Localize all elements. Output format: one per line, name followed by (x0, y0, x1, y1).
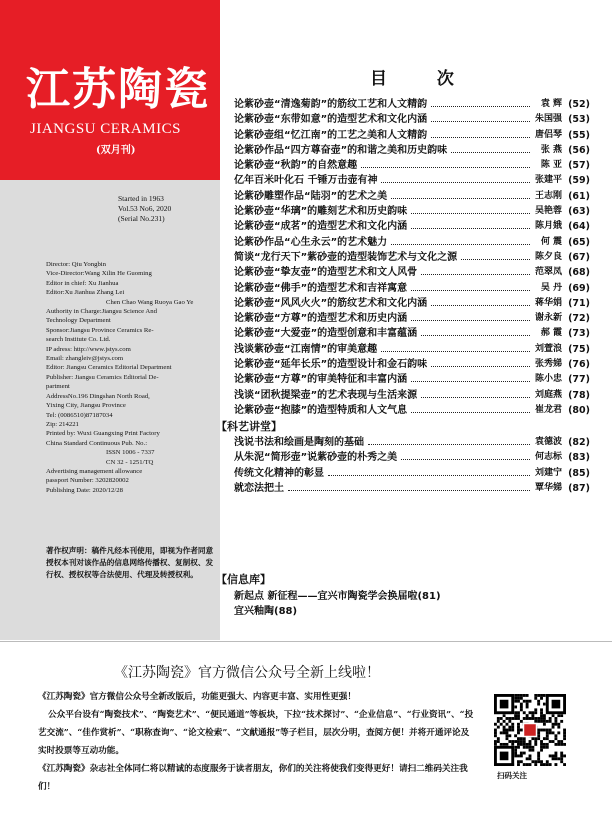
toc-leader-dots (391, 189, 530, 199)
toc-title: 目 次 (370, 69, 476, 89)
toc-entry-title: 论紫砂雕塑作品“陆羽”的艺术之美 (234, 190, 388, 202)
toc-entry (234, 403, 590, 418)
toc-entry-page: (87) (568, 482, 590, 494)
toc-entry-title: 论紫砂壶“佛手”的造型艺术和吉祥寓意 (234, 282, 408, 294)
toc-entry-page: (53) (568, 114, 590, 126)
toc-leader-dots (401, 450, 530, 460)
credit-line: Authority in Charge:Jiangsu Science And (46, 308, 157, 316)
toc-entry (234, 604, 590, 619)
masthead-title-cn: 江苏陶瓷 (26, 64, 210, 115)
credit-line: Publishing Date: 2020/12/28 (46, 486, 123, 494)
credit-line: passport Number: 3202820002 (46, 477, 129, 485)
toc-entry-page: (78) (568, 389, 590, 401)
toc-entry-author: 王志刚 (534, 190, 562, 201)
toc-entry-author: 崔龙君 (534, 404, 562, 415)
toc-entry-title: 论紫砂壶“延年长乐”的造型设计和金石韵味 (234, 359, 428, 371)
section-science-list (234, 435, 590, 496)
toc-leader-dots (391, 235, 530, 245)
toc-entry (234, 235, 590, 250)
toc-leader-dots (411, 311, 530, 321)
toc-leader-dots (368, 435, 530, 445)
toc-leader-dots (288, 481, 530, 491)
toc-entry-page: (57) (568, 160, 590, 172)
wechat-paragraph: 公众平台设有“陶瓷技术”、“陶瓷艺术”、“便民通道”等板块，下拉“技术探讨”、“企业信息”、“行业资讯”、“投艺交流”、“佳作赏析”、“职称查询”、“论文检索”、“文献通报”等子栏目，层次分明，查阅方便！并将开通评论及实时投票等互动功能。 (38, 710, 474, 756)
toc-entry-title: 新起点 新征程——宜兴市陶瓷学会换届啦(81) (234, 591, 441, 602)
wechat-paragraph: 《江苏陶瓷》杂志社全体同仁将以精诚的态度服务于读者朋友，你们的关注将使我们变得更好！请扫二维码关注我们！ (38, 764, 468, 792)
masthead-credits (46, 260, 218, 495)
toc-entry-page: (56) (568, 144, 590, 156)
credit-line: CN 32 - 1251/TQ (106, 458, 154, 466)
toc-entry-title: 简谈“龙行天下”紫砂壶的造型装饰艺术与文化之源 (234, 251, 458, 263)
toc-entry-title: 浅谈紫砂壶“江南情”的审美意趣 (234, 343, 378, 355)
credit-line: search Institute Co. Ltd. (46, 336, 111, 344)
credit-line: Advertising management allowance (46, 467, 143, 475)
toc-entry-title: 论紫砂壶“东带如意”的造型艺术和文化内涵 (234, 114, 428, 126)
credit-line: Email: zhangleiv@jstys.com (46, 355, 124, 363)
qr-code-icon[interactable] (494, 694, 566, 766)
toc-entry-title: 从朱泥“简形壶”说紫砂壶的朴秀之美 (234, 452, 398, 464)
credit-line: Editor:Xu Jianhua Zhang Lei (46, 289, 125, 297)
toc-leader-dots (361, 158, 530, 168)
toc-leader-dots (431, 357, 530, 367)
credit-line: Chen Chao Wang Ruoya Gao Ye (106, 298, 194, 306)
toc-entry-page: (63) (568, 206, 590, 218)
publication-info-panel (0, 180, 220, 640)
toc-entry (234, 450, 590, 465)
masthead (0, 0, 220, 180)
toc-entry-title: 论紫砂壶“成茗”的造型艺术和文化内涵 (234, 221, 408, 233)
toc-entry-author: 陈夕良 (534, 251, 562, 262)
toc-entry-author: 刘萱浪 (534, 343, 562, 354)
toc-entry-title: 论紫砂作品“心生永云”的艺术魅力 (234, 236, 388, 248)
toc-entry-title: 论紫砂壶“方尊”的审美特征和丰富内涵 (234, 374, 408, 386)
masthead-frequency: (双月刊) (96, 145, 136, 156)
toc-entry (234, 357, 590, 372)
toc-entry (234, 372, 590, 387)
credit-line: IP adress: http://www.jstys.com (46, 345, 131, 353)
section-science-heading: 【科艺讲堂】 (216, 420, 282, 433)
toc-entry-author: 陈小忠 (534, 374, 562, 385)
divider (0, 641, 612, 642)
started-line: Started in 1963 (118, 194, 164, 203)
credit-line: Publisher: Jiangsu Ceramics Editorial De- (46, 373, 159, 381)
toc-entry-author: 吴艳蓉 (534, 206, 562, 217)
toc-entry (234, 326, 590, 341)
toc-leader-dots (381, 342, 530, 352)
serial-line: (Serial No.231) (118, 214, 165, 223)
toc-leader-dots (421, 326, 530, 336)
section-info-list (234, 589, 590, 620)
toc-entry-author: 郝 霞 (540, 328, 562, 339)
toc-entry-title: 论紫砂壶“挚友壶”的造型艺术和文人风骨 (234, 267, 418, 279)
toc-entry (234, 265, 590, 280)
toc-entry-author: 刘庭燕 (534, 389, 562, 400)
toc-entry (234, 204, 590, 219)
toc-entry (234, 128, 590, 143)
toc-entry (234, 97, 590, 112)
toc-entry (234, 112, 590, 127)
toc-entry-page: (73) (568, 328, 590, 340)
toc-entry (234, 281, 590, 296)
toc-entry-title: 宜兴釉陶(88) (234, 606, 298, 618)
toc-entry-author: 刘建宁 (534, 467, 562, 478)
toc-leader-dots (411, 403, 530, 413)
toc-entry-title: 论紫砂壶组“忆江南”的工艺之美和人文精韵 (234, 129, 428, 141)
toc-entry-page: (85) (568, 467, 590, 479)
credit-line: China Standard Continuous Pub. No.: (46, 439, 148, 447)
toc-leader-dots (411, 372, 530, 382)
toc-entry-author: 朱国强 (534, 114, 562, 125)
toc-entry-author: 陈 亚 (540, 160, 562, 171)
toc-entry-page: (68) (568, 267, 590, 279)
toc-entry (234, 189, 590, 204)
credit-line: Editor: Jiangsu Ceramics Editorial Department (46, 364, 172, 372)
toc-entry-page: (71) (568, 297, 590, 309)
toc-leader-dots (431, 128, 530, 138)
credit-line: Director: Qiu Yongbin (46, 261, 106, 268)
publication-start (118, 194, 171, 224)
toc-entry-page: (77) (568, 374, 590, 386)
credit-line: ISSN 1006 - 7337 (106, 449, 155, 457)
toc-leader-dots (421, 388, 530, 398)
toc-leader-dots (421, 265, 530, 275)
toc-entry-page: (52) (568, 99, 590, 110)
toc-entry-page: (67) (568, 251, 590, 263)
toc-entry-author: 吴 丹 (540, 282, 562, 293)
toc-entry-title: 浅谈“团秋提梁壶”的艺术表现与生活来源 (234, 389, 418, 401)
credit-line: Sponsor:Jiangsu Province Ceramics Re- (46, 326, 154, 334)
credit-line: Editor in chief: Xu Jianhua (46, 279, 119, 287)
toc-entry-title: 就恋法把土 (234, 482, 284, 494)
toc-entry-page: (75) (568, 343, 590, 355)
toc-entry-title: 论紫砂壶“抱膝”的造型特质和人文气息 (234, 404, 408, 416)
toc-entry-title: 浅说书法和绘画是陶刻的基础 (234, 437, 364, 448)
credit-line: Yixing City, Jiangsu Province (46, 402, 126, 410)
toc-entry-title: 论紫砂壶“秋韵”的自然意趣 (234, 160, 358, 172)
toc-entry-title: 亿年百米叶化石 千锤万击壶有神 (234, 175, 378, 187)
toc-leader-dots (381, 173, 530, 183)
toc-entry-author: 张建平 (534, 175, 562, 186)
toc-entry (234, 388, 590, 403)
toc-leader-dots (461, 250, 530, 260)
credit-line: Zip: 214221 (46, 420, 79, 428)
copyright-statement: 著作权声明：稿件凡经本刊使用，即视为作者同意授权本刊对该作品的信息网络传播权、复制权、发行权、授权权等合法使用、代理及转授权利。 (46, 546, 214, 579)
wechat-headline: 《江苏陶瓷》官方微信公众号全新上线啦！ (114, 665, 380, 681)
toc-entry-author: 覃华娣 (534, 482, 562, 493)
toc-leader-dots (411, 204, 530, 214)
toc-entry-page: (61) (568, 190, 590, 202)
toc-entry-author: 张秀娣 (534, 359, 562, 370)
wechat-paragraph: 《江苏陶瓷》官方微信公众号全新改版后，功能更强大、内容更丰富、实用性更强！ (38, 692, 356, 702)
toc-entry-page: (69) (568, 282, 590, 294)
toc-entry (234, 296, 590, 311)
toc-entry-page: (65) (568, 236, 590, 248)
toc-entry-author: 范翠凤 (534, 267, 562, 278)
toc-entry-author: 谢永新 (534, 313, 562, 324)
toc-entry (234, 589, 590, 604)
toc-leader-dots (431, 97, 530, 107)
toc-entry-page: (80) (568, 404, 590, 416)
toc-leader-dots (431, 112, 530, 122)
toc-entry-page: (82) (568, 437, 590, 448)
toc-entry (234, 342, 590, 357)
toc-leader-dots (451, 143, 530, 153)
toc-entry (234, 435, 590, 450)
toc-entry-author: 袁德波 (534, 437, 562, 447)
toc-entry-page: (55) (568, 129, 590, 141)
credit-line: AddressNo.196 Dingshan North Road, (46, 392, 150, 400)
toc-entry (234, 481, 590, 496)
toc-entry-title: 论紫砂壶“方尊”的造型艺术和历史内涵 (234, 313, 408, 325)
toc-entry-title: 论紫砂壶“大爱壶”的造型创意和丰富蕴涵 (234, 328, 418, 340)
toc-entry (234, 219, 590, 234)
toc-entry-title: 传统文化精神的彰显 (234, 467, 324, 479)
toc-entry (234, 173, 590, 188)
masthead-title-en: JIANGSU CERAMICS (30, 121, 181, 137)
toc-entry-title: 论紫砂壶“风风火火”的筋纹艺术和文化内涵 (234, 297, 428, 309)
toc-entry-page: (76) (568, 359, 590, 371)
toc-leader-dots (328, 466, 530, 476)
toc-entry-page: (72) (568, 313, 590, 325)
toc-entry-author: 何 震 (540, 236, 562, 247)
credit-line: Printed by: Wuxi Guangxing Print Factory (46, 430, 160, 438)
toc-entry-author: 何志标 (534, 452, 562, 463)
wechat-body (38, 688, 476, 796)
toc-entry-author: 张 燕 (540, 144, 562, 155)
toc-entry-author: 蒋华娟 (534, 297, 562, 308)
toc-entry (234, 143, 590, 158)
toc-entry-author: 陈月娥 (534, 221, 562, 232)
toc-entry (234, 250, 590, 265)
credit-line: Vice-Director:Wang Xilin He Guoming (46, 270, 152, 278)
toc-entry-title: 论紫砂壶“华璃”的雕刻艺术和历史韵味 (234, 206, 408, 218)
credit-line: partment (46, 383, 70, 391)
toc-entry-page: (83) (568, 452, 590, 464)
credit-line: Tel: (0086510)87187034 (46, 411, 113, 419)
toc-leader-dots (411, 281, 530, 291)
section-info-heading: 【信息库】 (216, 573, 271, 586)
toc-entry-title: 论紫砂作品“四方尊奋壶”的和谐之美和历史韵味 (234, 144, 448, 156)
toc-entry-page: (59) (568, 175, 590, 187)
toc-list (234, 97, 590, 418)
toc-leader-dots (431, 296, 530, 306)
toc-entry (234, 311, 590, 326)
qr-caption: 扫码关注 (497, 771, 527, 780)
toc-entry-author: 袁 辉 (540, 99, 562, 109)
toc-entry (234, 158, 590, 173)
toc-entry-title: 论紫砂壶“清逸菊韵”的筋纹工艺和人文精韵 (234, 99, 428, 110)
toc-entry (234, 466, 590, 481)
toc-leader-dots (411, 219, 530, 229)
toc-entry-author: 唐侣琴 (534, 129, 562, 140)
toc-entry-page: (64) (568, 221, 590, 233)
credit-line: Technology Department (46, 317, 111, 325)
volume-line: Vol.53 No6, 2020 (118, 204, 172, 213)
